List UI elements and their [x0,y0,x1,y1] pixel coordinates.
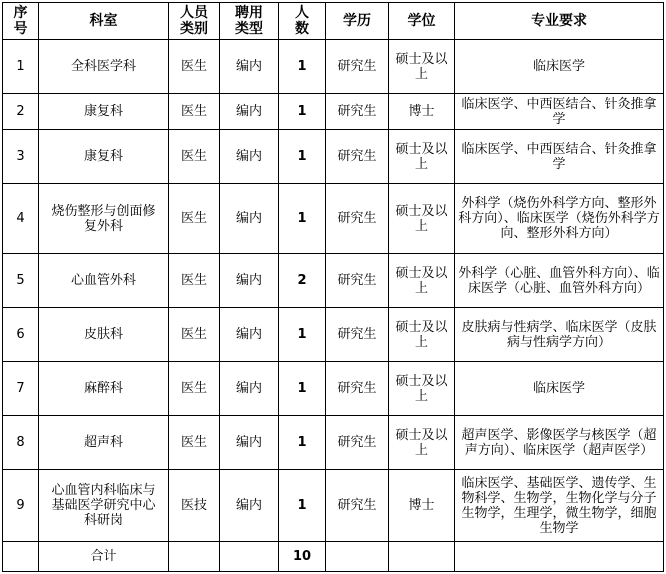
cell-staff-type: 医生 [169,184,220,254]
total-row [3,542,664,572]
cell-degree [389,254,455,308]
cell-dept-text: 心血管内科临床与基础医学研究中心科研岗 [51,483,156,528]
cell-major: 外科学（烧伤外科学方向、整形外科方向）、临床医学（烧伤外科学方向、整形外科方向） [455,184,664,254]
cell-major: 临床医学 [455,40,664,94]
cell-degree-text: 硕士及以上 [395,427,448,458]
total-hire-type-empty [220,542,279,572]
cell-dept: 全科医学科 [39,40,169,94]
cell-major: 皮肤病与性病学、临床医学（皮肤病与性病学方向） [455,308,664,362]
cell-degree [389,308,455,362]
cell-degree [389,362,455,416]
cell-education: 研究生 [326,416,389,470]
total-count: 10 [279,542,326,572]
table-row [3,416,664,470]
header-count [279,3,326,40]
cell-dept [39,184,169,254]
recruitment-table [2,2,664,572]
cell-dept: 康复科 [39,94,169,130]
cell-hire-type: 编内 [220,130,279,184]
cell-education: 研究生 [326,362,389,416]
total-staff-type-empty [169,542,220,572]
cell-dept: 超声科 [39,416,169,470]
cell-hire-type: 编内 [220,254,279,308]
cell-degree [389,40,455,94]
header-education: 学历 [326,3,389,40]
cell-education: 研究生 [326,184,389,254]
cell-degree [389,416,455,470]
cell-seq: 6 [3,308,39,362]
header-seq [3,3,39,40]
table-row [3,254,664,308]
cell-education: 研究生 [326,40,389,94]
header-hire-type-text: 聘用类型 [235,5,263,37]
cell-major: 外科学（心脏、血管外科方向）、临床医学（心脏、血管外科方向） [455,254,664,308]
cell-seq: 1 [3,40,39,94]
cell-dept: 麻醉科 [39,362,169,416]
cell-hire-type: 编内 [220,94,279,130]
cell-staff-type: 医生 [169,308,220,362]
cell-seq: 4 [3,184,39,254]
cell-staff-type: 医生 [169,130,220,184]
cell-education: 研究生 [326,130,389,184]
total-degree-empty [389,542,455,572]
cell-staff-type: 医生 [169,254,220,308]
header-staff-type [169,3,220,40]
cell-education: 研究生 [326,94,389,130]
header-dept: 科室 [39,3,169,40]
cell-hire-type: 编内 [220,362,279,416]
cell-education: 研究生 [326,308,389,362]
cell-degree: 博士 [389,470,455,542]
cell-degree-text: 硕士及以上 [395,141,448,172]
cell-hire-type: 编内 [220,308,279,362]
cell-seq: 8 [3,416,39,470]
cell-staff-type: 医生 [169,40,220,94]
header-hire-type [220,3,279,40]
cell-seq: 9 [3,470,39,542]
table-row [3,94,664,130]
cell-dept-text: 烧伤整形与创面修复外科 [51,203,156,234]
cell-count: 1 [279,416,326,470]
cell-hire-type: 编内 [220,416,279,470]
total-seq-empty [3,542,39,572]
cell-hire-type: 编内 [220,184,279,254]
cell-degree: 博士 [389,94,455,130]
cell-seq: 7 [3,362,39,416]
cell-degree-text: 硕士及以上 [395,373,448,404]
cell-staff-type: 医生 [169,416,220,470]
cell-count: 1 [279,94,326,130]
cell-education: 研究生 [326,470,389,542]
header-staff-type-text: 人员类别 [180,5,208,37]
cell-dept [39,470,169,542]
table-row [3,40,664,94]
cell-count: 1 [279,308,326,362]
header-row [3,3,664,40]
total-education-empty [326,542,389,572]
header-major: 专业要求 [455,3,664,40]
cell-dept: 皮肤科 [39,308,169,362]
cell-count: 1 [279,130,326,184]
cell-degree-text: 硕士及以上 [395,203,448,234]
cell-hire-type: 编内 [220,40,279,94]
cell-major: 超声医学、影像医学与核医学（超声方向）、临床医学（超声医学） [455,416,664,470]
cell-major: 临床医学、中西医结合、针灸推拿学 [455,94,664,130]
cell-major: 临床医学、中西医结合、针灸推拿学 [455,130,664,184]
total-major-empty [455,542,664,572]
cell-education: 研究生 [326,254,389,308]
cell-staff-type: 医生 [169,362,220,416]
table-row [3,130,664,184]
table-row [3,308,664,362]
cell-major: 临床医学、基础医学、遗传学、生物科学、生物学，生物化学与分子生物学，生理学，微生物学，细胞生物学 [455,470,664,542]
cell-degree-text: 硕士及以上 [395,51,448,82]
cell-degree [389,130,455,184]
cell-hire-type: 编内 [220,470,279,542]
table-row [3,184,664,254]
cell-count: 1 [279,362,326,416]
cell-count: 1 [279,40,326,94]
cell-staff-type: 医技 [169,470,220,542]
cell-staff-type: 医生 [169,94,220,130]
cell-dept: 康复科 [39,130,169,184]
cell-count: 1 [279,470,326,542]
table-row [3,362,664,416]
cell-degree [389,184,455,254]
cell-seq: 2 [3,94,39,130]
header-seq-text: 序号 [13,5,28,37]
table-row [3,470,664,542]
cell-degree-text: 硕士及以上 [395,319,448,350]
cell-count: 2 [279,254,326,308]
cell-count: 1 [279,184,326,254]
header-degree: 学位 [389,3,455,40]
cell-major: 临床医学 [455,362,664,416]
cell-degree-text: 硕士及以上 [395,265,448,296]
cell-dept: 心血管外科 [39,254,169,308]
total-label: 合计 [39,542,169,572]
header-count-text: 人数 [295,5,309,37]
cell-seq: 5 [3,254,39,308]
cell-seq: 3 [3,130,39,184]
